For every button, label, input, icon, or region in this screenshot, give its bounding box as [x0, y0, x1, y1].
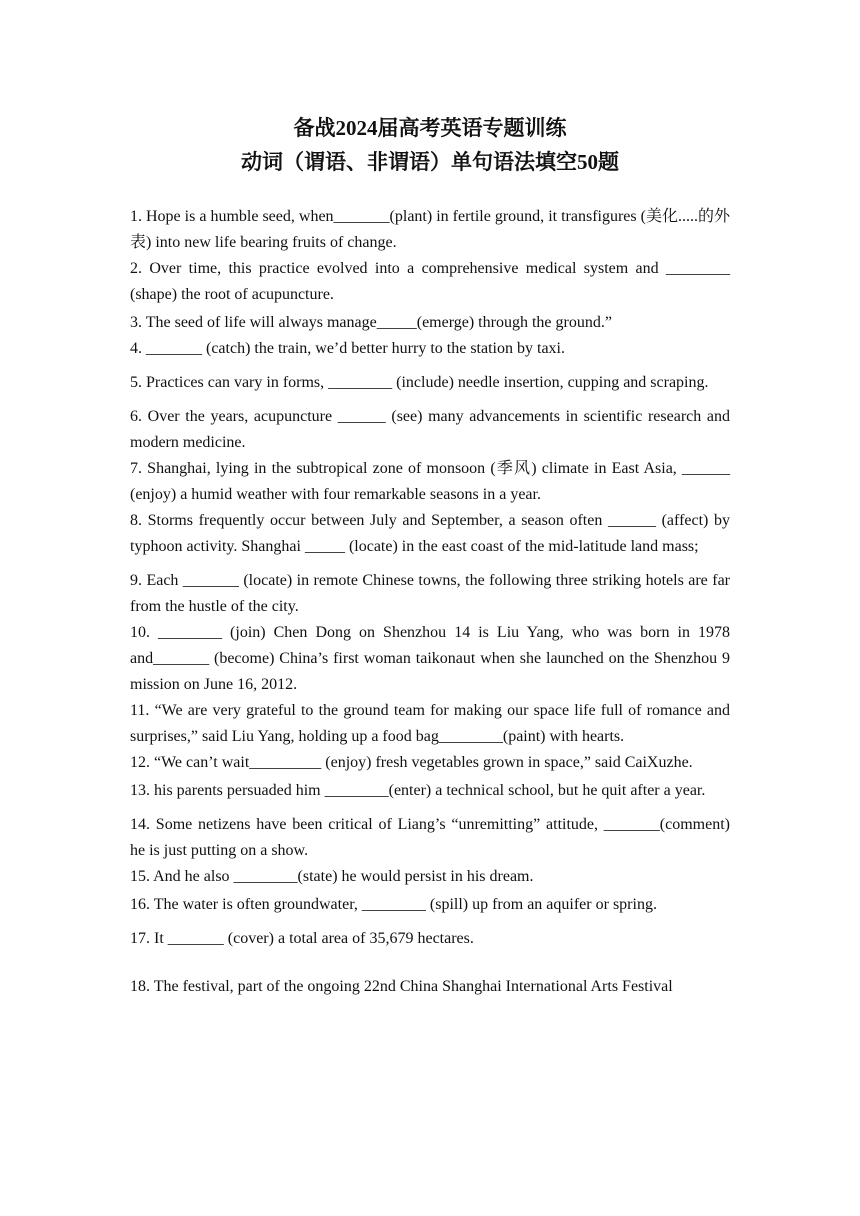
- question-15: 15. And he also ________(state) he would persist in his dream.: [130, 868, 534, 885]
- question-2: 2. Over time, this practice evolved into a comprehensive medical system and ________ (shape) the root of acupuncture.: [130, 260, 730, 303]
- question-10: 10. ________ (join) Chen Dong on Shenzhou 14 is Liu Yang, who was born in 1978 and_______ (become) China’s first woman taikonaut when she launched on the Shenzhou 9 mission on June 16, 2012.: [130, 624, 730, 693]
- question-5: 5. Practices can vary in forms, ________ (include) needle insertion, cupping and scraping.: [130, 374, 709, 391]
- question-11: 11. “We are very grateful to the ground team for making our space life full of romance and surprises,” said Liu Yang, holding up a food bag________(paint) with hearts.: [130, 702, 730, 745]
- question-4: 4. _______ (catch) the train, we’d better hurry to the station by taxi.: [130, 340, 565, 357]
- question-1: 1. Hope is a humble seed, when_______(plant) in fertile ground, it transfigures (美化.....的外表) into new life bearing fruits of change.: [130, 208, 730, 251]
- question-12: 12. “We can’t wait_________ (enjoy) fresh vegetables grown in space,” said CaiXuzhe.: [130, 754, 693, 771]
- question-18: 18. The festival, part of the ongoing 22nd China Shanghai International Arts Festival: [130, 978, 673, 995]
- question-7: 7. Shanghai, lying in the subtropical zone of monsoon (季风) climate in East Asia, ______ (enjoy) a humid weather with four remarkable seasons in a year.: [130, 460, 730, 503]
- question-13: 13. his parents persuaded him ________(enter) a technical school, but he quit after a year.: [130, 782, 706, 799]
- question-8: 8. Storms frequently occur between July and September, a season often ______ (affect) by typhoon activity. Shanghai _____ (locate) in the east coast of the mid-latitude land mass;: [130, 512, 730, 555]
- question-list: [130, 204, 730, 1000]
- question-17: 17. It _______ (cover) a total area of 35,679 hectares.: [130, 930, 474, 947]
- document-subtitle: 动词（谓语、非谓语）单句语法填空50题: [241, 150, 619, 174]
- question-16: 16. The water is often groundwater, ________ (spill) up from an aquifer or spring.: [130, 896, 657, 913]
- question-6: 6. Over the years, acupuncture ______ (see) many advancements in scientific research and modern medicine.: [130, 408, 730, 451]
- question-3: 3. The seed of life will always manage_____(emerge) through the ground.”: [130, 314, 612, 331]
- question-14: 14. Some netizens have been critical of Liang’s “unremitting” attitude, _______(comment) he is just putting on a show.: [130, 816, 730, 859]
- question-9: 9. Each _______ (locate) in remote Chinese towns, the following three striking hotels are far from the hustle of the city.: [130, 572, 730, 615]
- document-title: 备战2024届高考英语专题训练: [293, 116, 567, 140]
